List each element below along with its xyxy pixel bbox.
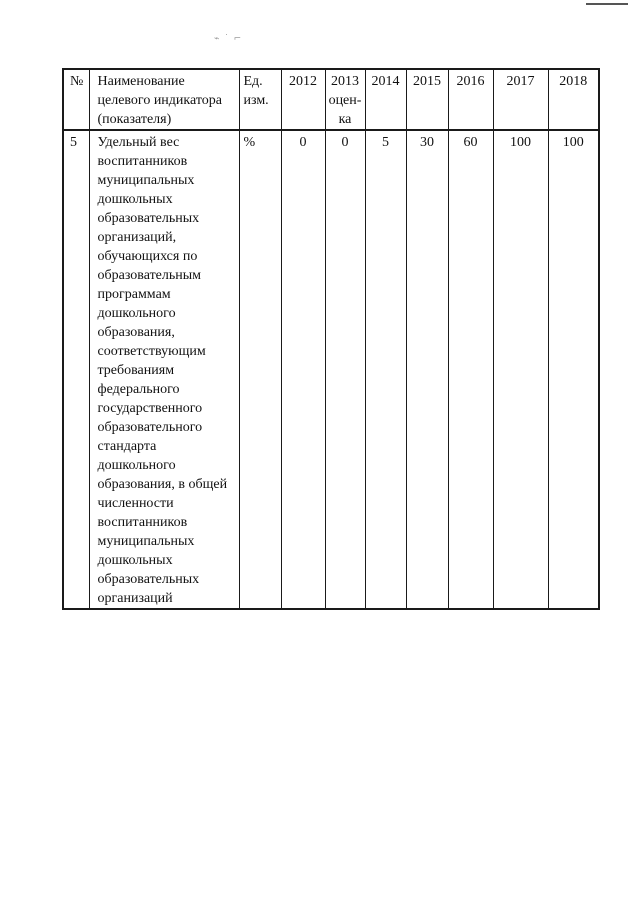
row-value-2017: 100 — [493, 130, 548, 609]
row-value-2018: 100 — [548, 130, 599, 609]
header-year-2018 — [548, 69, 599, 130]
header-indicator-name: Наименование целевого индикатора (показателя) — [89, 69, 239, 130]
header-num: № — [63, 69, 89, 130]
header-year-sublabel: оцен-ка — [328, 93, 362, 127]
header-year-label: 2017 — [506, 74, 535, 89]
indicator-table — [62, 68, 600, 610]
corner-scan-mark — [586, 3, 628, 5]
header-year-label: 2016 — [456, 74, 485, 89]
header-year-2012 — [281, 69, 325, 130]
header-year-2014 — [365, 69, 406, 130]
header-year-label: 2015 — [413, 74, 441, 89]
row-unit: % — [239, 130, 281, 609]
row-value-2014: 5 — [365, 130, 406, 609]
header-year-2015 — [406, 69, 448, 130]
header-year-label: 2012 — [289, 74, 317, 89]
scan-artifact: ⌁ ˙ ⌐ — [214, 34, 243, 44]
header-year-label: 2014 — [371, 74, 400, 89]
header-year-label: 2013 — [331, 74, 359, 89]
header-year-2016 — [448, 69, 493, 130]
row-indicator-name — [89, 130, 239, 609]
header-year-label: 2018 — [559, 74, 588, 89]
header-row — [63, 69, 599, 130]
header-unit: Ед. изм. — [239, 69, 281, 130]
indicator-name-text: Удельный вес воспитанников муниципальных дошкольных образовательных организаций, обучающихся по образовательным программам дошкольного образования, соответствующим требованиям федерального государственного образовательного стандарта дошкольного образования, в общей численности воспитанников муниципальных дошкольных образовательных организаций — [97, 135, 228, 606]
row-value-2013: 0 — [325, 130, 365, 609]
table-row — [63, 130, 599, 609]
header-year-2013 — [325, 69, 365, 130]
row-value-2016: 60 — [448, 130, 493, 609]
row-value-2012: 0 — [281, 130, 325, 609]
row-num: 5 — [63, 130, 89, 609]
header-year-2017 — [493, 69, 548, 130]
row-value-2015: 30 — [406, 130, 448, 609]
